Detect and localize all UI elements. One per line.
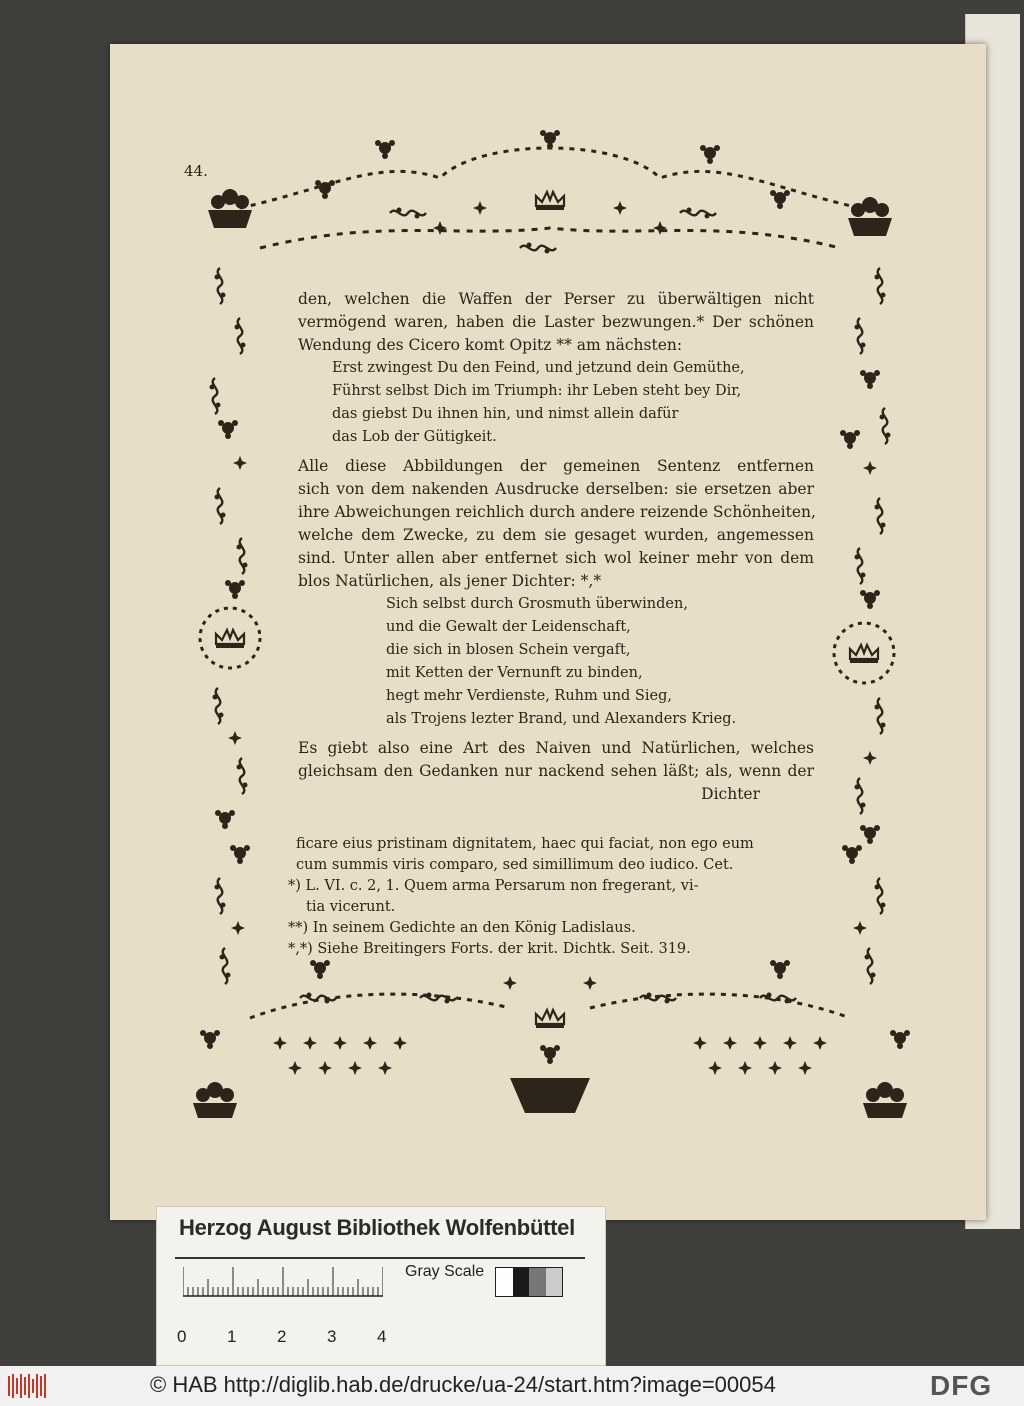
verse-line: das Lob der Gütigkeit. bbox=[332, 429, 497, 445]
text-line: sich von dem nakenden Ausdrucke derselben: sie ersetzen aber bbox=[298, 480, 814, 498]
ruler-number: 4 bbox=[377, 1327, 387, 1346]
footnote-line: *) L. VI. c. 2, 1. Quem arma Persarum non fregerant, vi- bbox=[288, 878, 699, 894]
footnote-line: **) In seinem Gedichte an den König Ladislaus. bbox=[288, 920, 636, 936]
dfg-logo: DFG bbox=[930, 1370, 993, 1401]
verse-line: das giebst Du ihnen hin, und nimst allein dafür bbox=[332, 406, 679, 422]
footer-link[interactable]: © HAB http://diglib.hab.de/drucke/ua-24/start.htm?image=00054 bbox=[150, 1372, 776, 1397]
footnote-line: cum summis viris comparo, sed simillimum deo iudico. Cet. bbox=[296, 857, 734, 873]
gray-scale-swatches bbox=[495, 1267, 563, 1297]
verse-line: die sich in blosen Schein vergaft, bbox=[386, 642, 631, 658]
text-line: sind. Unter allen aber entfernet sich wol keiner mehr von dem bbox=[298, 549, 814, 567]
verse-line: Erst zwingest Du den Feind, und jetzund dein Gemüthe, bbox=[332, 360, 745, 376]
library-name: Herzog August Bibliothek Wolfenbüttel bbox=[179, 1215, 575, 1240]
text-line: Wendung des Cicero komt Opitz ** am nächsten: bbox=[298, 336, 683, 354]
text-line: Alle diese Abbildungen der gemeinen Sentenz entfernen bbox=[298, 457, 814, 475]
text-line: Es giebt also eine Art des Naiven und Natürlichen, welches bbox=[298, 739, 814, 757]
text-line: blos Natürlichen, als jener Dichter: *,* bbox=[298, 572, 602, 590]
swatch-gray bbox=[529, 1268, 546, 1296]
verse-line: mit Ketten der Vernunft zu binden, bbox=[386, 665, 643, 681]
verse-line: hegt mehr Verdienste, Ruhm und Sieg, bbox=[386, 688, 672, 704]
swatch-black bbox=[513, 1268, 530, 1296]
text-line: den, welchen die Waffen der Perser zu überwältigen nicht bbox=[298, 290, 814, 308]
footnotes bbox=[288, 834, 808, 960]
gray-scale-label: Gray Scale bbox=[405, 1263, 485, 1280]
text-line: welche dem Zwecke, zu dem sie gesaget wurden, angemessen bbox=[298, 526, 814, 544]
footnote-line: *,*) Siehe Breitingers Forts. der krit. Dichtk. Seit. 319. bbox=[288, 941, 691, 957]
verse-line: und die Gewalt der Leidenschaft, bbox=[386, 619, 631, 635]
footnote-line: ficare eius pristinam dignitatem, haec qui faciat, non ego eum bbox=[296, 836, 754, 852]
card-divider bbox=[175, 1257, 585, 1259]
swatch-light-gray bbox=[546, 1268, 563, 1296]
page-number: 44. bbox=[184, 162, 208, 180]
ruler-number: 2 bbox=[277, 1327, 287, 1346]
text-line: ihre Abweichungen reichlich durch andere reizende Schönheiten, bbox=[298, 503, 816, 521]
barcode-icon bbox=[8, 1374, 48, 1398]
main-text bbox=[298, 288, 814, 806]
verse-line: als Trojens lezter Brand, und Alexanders Krieg. bbox=[386, 711, 737, 727]
catchword: Dichter bbox=[701, 785, 760, 803]
swatch-white bbox=[496, 1268, 513, 1296]
text-line: gleichsam den Gedanken nur nackend sehen läßt; als, wenn der bbox=[298, 762, 814, 780]
ruler-number: 0 bbox=[177, 1327, 187, 1346]
library-color-card bbox=[156, 1206, 606, 1366]
viewer-footer bbox=[0, 1366, 1024, 1406]
verse-quote bbox=[298, 593, 814, 731]
ruler-scale bbox=[183, 1267, 383, 1297]
footnote-line: tia vicerunt. bbox=[306, 899, 396, 915]
ruler-number: 1 bbox=[227, 1327, 237, 1346]
verse-line: Führst selbst Dich im Triumph: ihr Leben steht bey Dir, bbox=[332, 383, 742, 399]
text-line: vermögend waren, haben die Laster bezwungen.* Der schönen bbox=[298, 313, 814, 331]
ruler-number: 3 bbox=[327, 1327, 337, 1346]
verse-line: Sich selbst durch Grosmuth überwinden, bbox=[386, 596, 688, 612]
verse-quote-opitz bbox=[298, 357, 814, 449]
